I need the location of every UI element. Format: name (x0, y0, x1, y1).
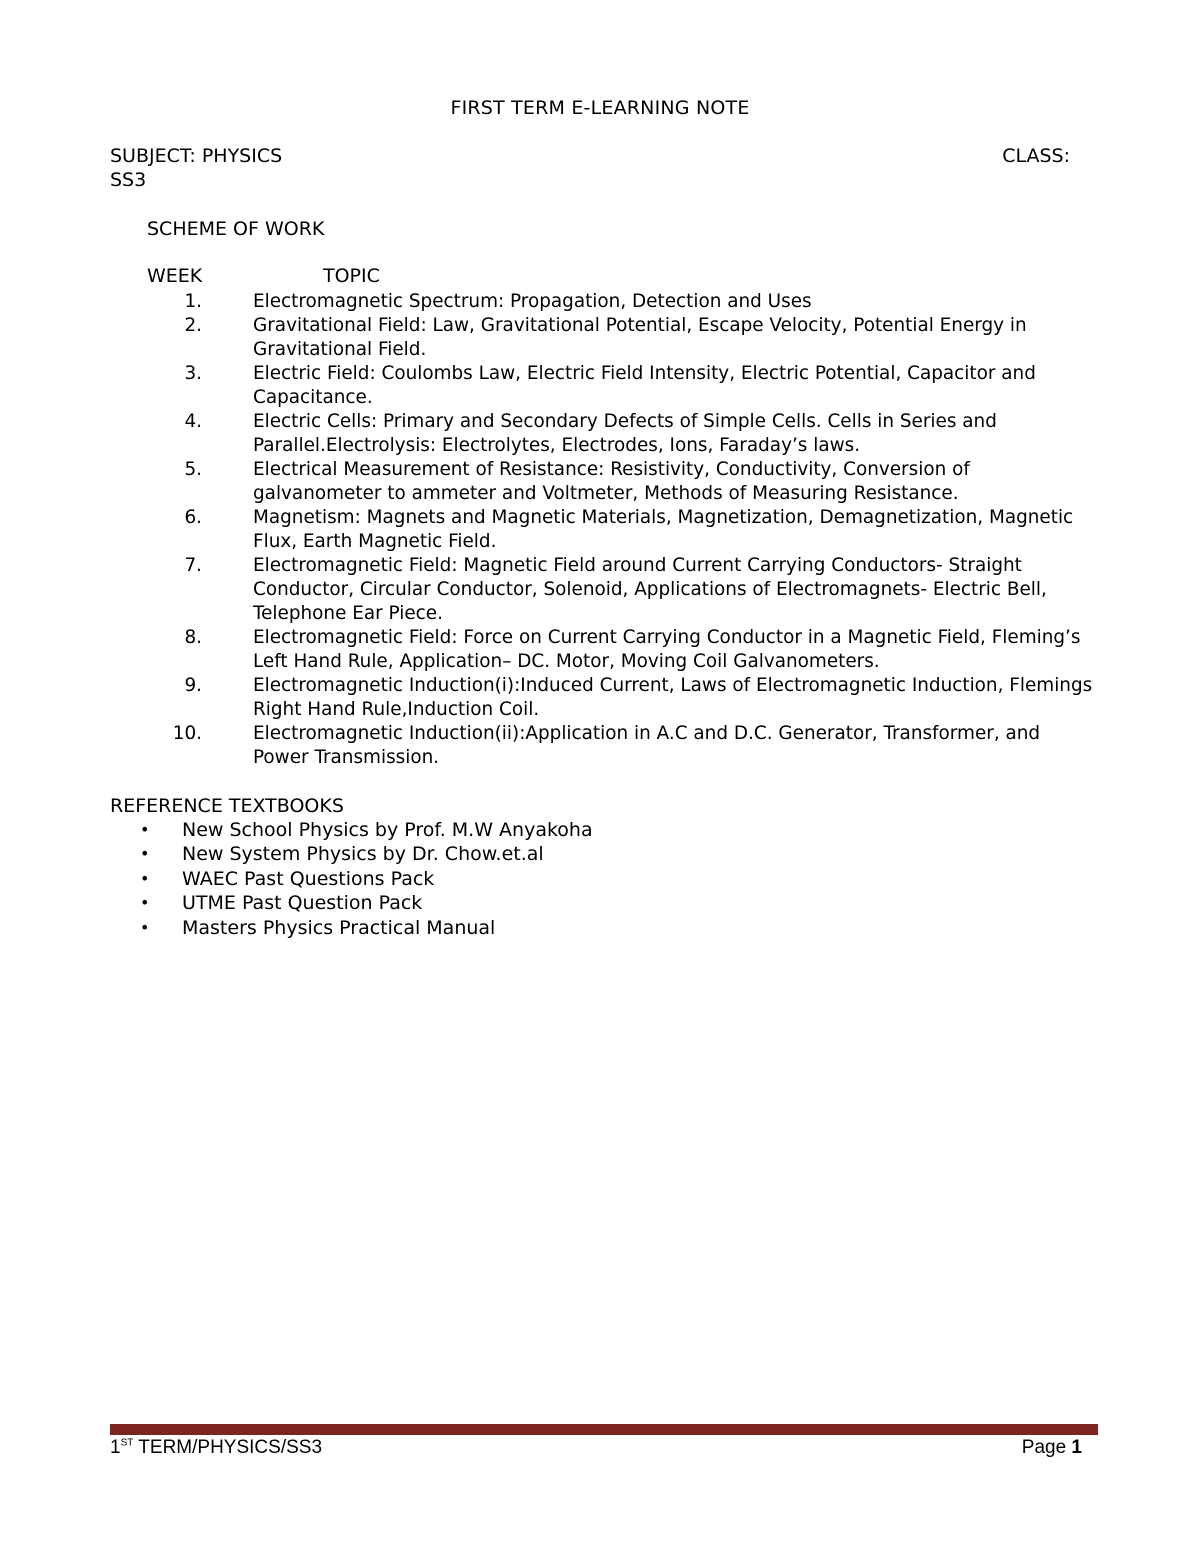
topic-item (147, 362, 1107, 410)
topic-text: Electromagnetic Induction(ii):Application in A.C and D.C. Generator, Transformer, and Power Transmission. (253, 723, 1041, 768)
bullet-icon: • (140, 868, 150, 888)
subject-label: SUBJECT: PHYSICS (110, 145, 283, 167)
week-number: 7. (184, 555, 202, 576)
topic-text: Electromagnetic Spectrum: Propagation, Detection and Uses (253, 291, 812, 312)
page-number: 1 (1071, 1437, 1082, 1458)
topic-text: Electromagnetic Field: Magnetic Field around Current Carrying Conductors- Straight Conductor, Circular Conductor, Solenoid, Applications of Electromagnets- Electric Bell, Telephone Ear Piece. (253, 555, 1047, 624)
class-value: SS3 (110, 169, 147, 191)
topic-item (147, 314, 1107, 362)
topic-text: Gravitational Field: Law, Gravitational Potential, Escape Velocity, Potential Energy in Gravitational Field. (253, 315, 1027, 360)
reference-text: New School Physics by Prof. M.W Anyakoha (182, 819, 593, 841)
week-number: 9. (184, 675, 202, 696)
reference-list (140, 818, 593, 940)
term-number: 1 (110, 1437, 121, 1458)
reference-item (140, 867, 593, 891)
bullet-icon: • (140, 893, 150, 913)
reference-item (140, 891, 593, 915)
reference-item (140, 916, 593, 940)
topic-item (147, 626, 1107, 674)
subject-line (110, 145, 1070, 167)
week-number: 3. (184, 363, 202, 384)
document-title: FIRST TERM E-LEARNING NOTE (450, 97, 750, 119)
reference-item (140, 842, 593, 866)
page-indicator (1022, 1437, 1082, 1459)
term-suffix: ST (120, 1437, 134, 1449)
topic-text: Electric Field: Coulombs Law, Electric Field Intensity, Electric Potential, Capacitor and Capacitance. (253, 363, 1036, 408)
reference-item (140, 818, 593, 842)
class-label: CLASS: (1002, 145, 1070, 167)
term-rest: TERM/PHYSICS/SS3 (133, 1437, 323, 1458)
bullet-icon: • (140, 917, 150, 937)
week-number: 6. (184, 507, 202, 528)
week-number: 5. (184, 459, 202, 480)
bullet-icon: • (140, 820, 150, 839)
reference-text: Masters Physics Practical Manual (182, 916, 496, 939)
reference-text: New System Physics by Dr. Chow.et.al (182, 843, 544, 866)
topic-item (147, 554, 1107, 626)
topic-item (147, 506, 1107, 554)
footer-rule (110, 1424, 1098, 1435)
topic-list (147, 290, 1107, 770)
week-number: 8. (184, 627, 202, 648)
week-number: 2. (184, 315, 202, 336)
topic-item (147, 674, 1107, 722)
topic-text: Electromagnetic Induction(i):Induced Current, Laws of Electromagnetic Induction, Flemings Right Hand Rule,Induction Coil. (253, 675, 1093, 720)
page-footer (110, 1437, 1082, 1459)
scheme-heading: SCHEME OF WORK (147, 218, 325, 240)
reference-text: WAEC Past Questions Pack (182, 867, 435, 890)
reference-heading: REFERENCE TEXTBOOKS (110, 795, 344, 817)
topic-item (147, 458, 1107, 506)
bullet-icon: • (140, 844, 150, 864)
week-number: 1. (184, 291, 202, 312)
reference-text: UTME Past Question Pack (182, 892, 423, 915)
footer-term (110, 1437, 322, 1458)
week-column-header: WEEK (147, 265, 203, 287)
topic-item (147, 722, 1107, 770)
topic-item (147, 290, 1107, 314)
topic-item (147, 410, 1107, 458)
topic-text: Electrical Measurement of Resistance: Resistivity, Conductivity, Conversion of galvanometer to ammeter and Voltmeter, Methods of Measuring Resistance. (253, 459, 970, 504)
topic-text: Electromagnetic Field: Force on Current Carrying Conductor in a Magnetic Field, Fleming’s Left Hand Rule, Application– DC. Motor, Moving Coil Galvanometers. (253, 627, 1081, 672)
week-number: 4. (184, 411, 202, 432)
page-label: Page (1021, 1437, 1072, 1458)
topic-text: Electric Cells: Primary and Secondary Defects of Simple Cells. Cells in Series and Parallel.Electrolysis: Electrolytes, Electrodes, Ions, Faraday’s laws. (253, 411, 997, 456)
topic-column-header: TOPIC (323, 265, 380, 287)
topic-text: Magnetism: Magnets and Magnetic Materials, Magnetization, Demagnetization, Magnetic Flux, Earth Magnetic Field. (253, 507, 1074, 552)
week-number: 10. (172, 723, 202, 744)
